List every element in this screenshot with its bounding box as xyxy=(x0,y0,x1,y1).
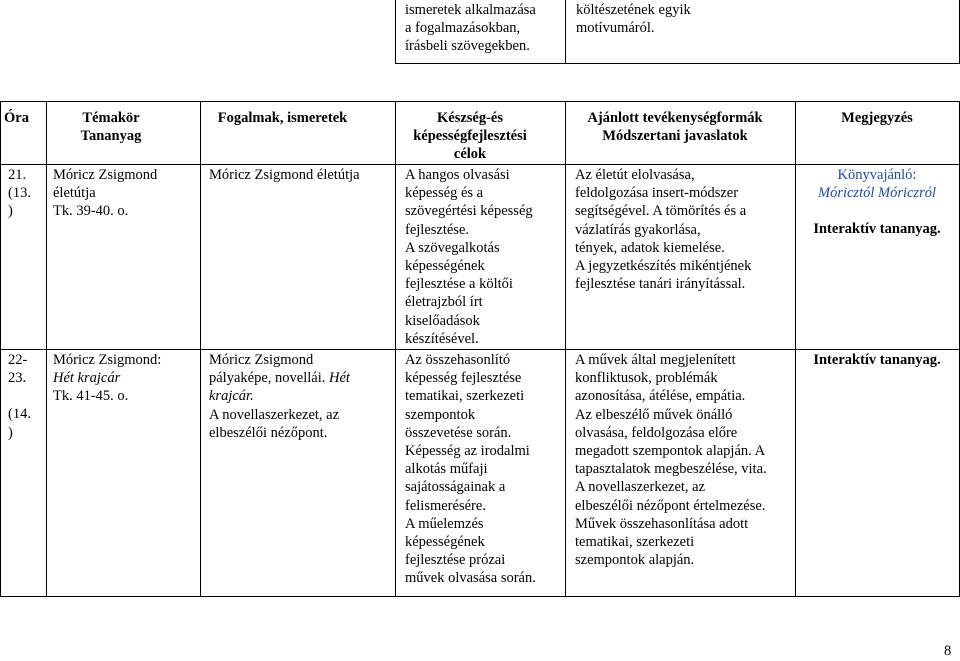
top-border-bottom xyxy=(395,63,960,64)
book-recommendation-label: Könyvajánló: xyxy=(837,167,917,183)
row2-megjegyzes xyxy=(795,351,959,369)
header-temakor: Témakör Tananyag xyxy=(80,110,142,145)
row1-keszseg: A hangos olvasási képesség és a szövegértési képesség fejlesztése. A szövegalkotás képességének fejlesztése a költői életrajzból írt kiselőadások készítésével. xyxy=(405,167,533,347)
table-border-row2 xyxy=(0,349,960,350)
book-recommendation-title[interactable]: Móricztól Móriczról xyxy=(817,185,936,202)
header-keszseg: Készség-és képességfejlesztési célok xyxy=(413,110,527,163)
row2-ajanlott: A művek által megjelenített konfliktusok, problémák azonosítása, átélése, empátia. Az elbeszélő művek önálló olvasása, feldolgozása előre megadott szempontok alapján. A tapasztalatok megbeszélése, vita. A novellaszerkezet, az elbeszélői nézőpont értelmezése. Művek összehasonlítása adott tematikai, szerkezeti szempontok alapján. xyxy=(575,352,767,569)
row2-fogalmak: Móricz Zsigmond pályaképe, novellái. Hét krajcár. A novellaszerkezet, az elbeszélői nézőpont. xyxy=(209,352,350,441)
table-col-line-4 xyxy=(565,101,566,597)
row1-ajanlott: Az életút elolvasása, feldolgozása insert-módszer segítségével. A tömörítés és a vázlatírás gyakorlása, tények, adatok kiemelése. A jegyzetkészítés mikéntjének fejlesztése tanári irányítással. xyxy=(575,167,752,293)
top-col1-text: ismeretek alkalmazása a fogalmazásokban, írásbeli szövegekben. xyxy=(405,2,536,55)
row1-ora: 21. (13. ) xyxy=(8,167,31,220)
row1-fogalmak: Móricz Zsigmond életútja xyxy=(209,167,360,183)
table-col-line-1 xyxy=(46,101,47,597)
table-border-top xyxy=(0,101,960,102)
interactive-material-link[interactable]: Interaktív tananyag. xyxy=(813,221,941,238)
header-megjegyzes: Megjegyzés xyxy=(841,110,913,126)
row2-ora: 22- 23. (14. ) xyxy=(8,352,31,441)
row2-temakor: Móricz Zsigmond: Hét krajcár Tk. 41-45. o. xyxy=(53,352,162,405)
top-border-left xyxy=(395,0,396,64)
header-fogalmak: Fogalmak, ismeretek xyxy=(217,110,348,126)
top-border-mid xyxy=(565,0,566,64)
table-col-line-2 xyxy=(200,101,201,597)
table-border-row1 xyxy=(0,164,960,165)
row1-temakor: Móricz Zsigmond életútja Tk. 39-40. o. xyxy=(53,167,158,220)
header-ajanlott: Ajánlott tevékenységformák Módszertani javaslatok xyxy=(587,110,763,145)
top-col2-text: költészetének egyik motívumáról. xyxy=(576,2,691,37)
table-col-line-0 xyxy=(0,101,1,597)
row2-keszseg: Az összehasonlító képesség fejlesztése tematikai, szerkezeti szempontok összevetése során. Képesség az irodalmi alkotás műfaji sajátosságainak a felismerésére. A műelemzés képességének fejlesztése prózai művek olvasása során. xyxy=(405,352,536,587)
table-border-bottom xyxy=(0,596,960,597)
row1-megjegyzes xyxy=(795,166,959,239)
interactive-material-link[interactable]: Interaktív tananyag. xyxy=(813,352,941,368)
header-ora: Óra xyxy=(4,110,29,126)
page-number: 8 xyxy=(944,643,952,659)
table-col-line-3 xyxy=(395,101,396,597)
